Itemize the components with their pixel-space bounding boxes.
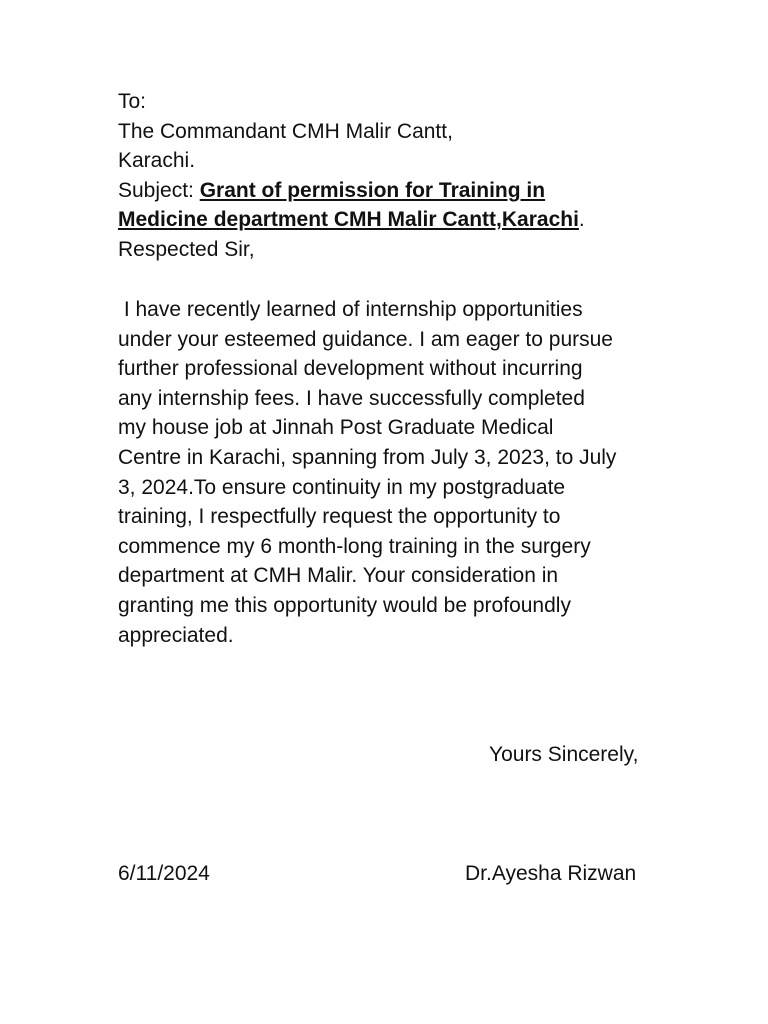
signature-name: Dr.Ayesha Rizwan — [465, 862, 637, 885]
body-line: commence my 6 month-long training in the surgery — [118, 534, 591, 558]
letter-date: 6/11/2024 — [118, 862, 210, 885]
body-line: further professional development without incurring — [118, 357, 583, 381]
salutation: Respected Sir, — [118, 238, 255, 261]
closing: Yours Sincerely, — [489, 743, 639, 766]
recipient-line-1: The Commandant CMH Malir Cantt, — [118, 120, 453, 143]
subject-label: Subject: — [118, 179, 200, 202]
subject-period: . — [578, 208, 585, 231]
to-label: To: — [118, 90, 147, 113]
body-line: under your esteemed guidance. I am eager to pursue — [118, 327, 613, 351]
subject-title-part-1: Grant of permission for Training in — [199, 179, 546, 202]
body-line: Centre in Karachi, spanning from July 3, 2023, to July — [118, 445, 617, 469]
body-line: appreciated. — [118, 623, 234, 647]
body-line: training, I respectfully request the opportunity to — [118, 505, 561, 529]
body-line: department at CMH Malir. Your consideration in — [118, 564, 559, 588]
body-line: granting me this opportunity would be profoundly — [118, 593, 571, 617]
subject-title-part-2: Medicine department CMH Malir Cantt,Karachi — [118, 208, 579, 231]
body-line: my house job at Jinnah Post Graduate Medical — [118, 416, 554, 440]
body-line: any internship fees. I have successfully completed — [118, 386, 585, 410]
subject-line — [118, 176, 545, 206]
body-line: 3, 2024.To ensure continuity in my postgraduate — [118, 475, 566, 499]
body-line: I have recently learned of internship opportunities — [118, 298, 583, 321]
subject-line-2 — [118, 205, 585, 235]
letter-body — [118, 295, 658, 650]
recipient-line-2: Karachi. — [118, 149, 196, 172]
